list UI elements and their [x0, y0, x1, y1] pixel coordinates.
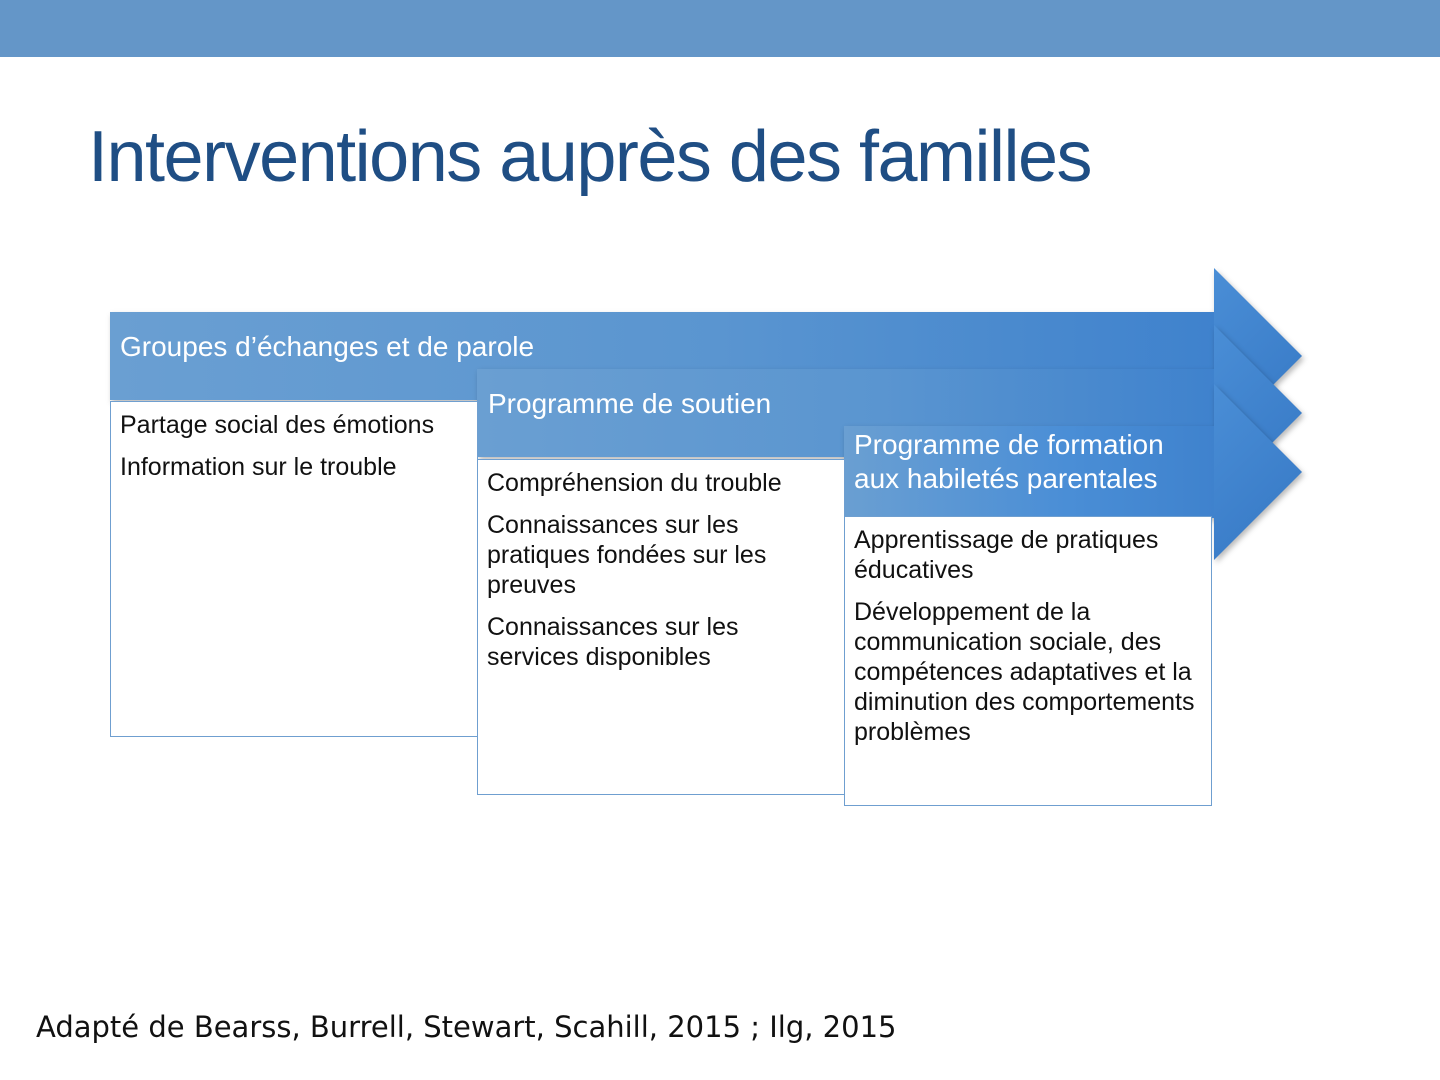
step-2-content-box — [477, 459, 845, 795]
step-1-item-2: Information sur le trouble — [120, 453, 397, 481]
step-3-item-1: Apprentissage de pratiques éducatives — [854, 526, 1159, 584]
step-2-item-2: Connaissances sur les pratiques fondées sur les preuves — [487, 511, 767, 599]
step-2-item-3: Connaissances sur les services disponibles — [487, 613, 739, 671]
step-3-label — [854, 428, 1164, 496]
slide-title: Interventions auprès des familles — [88, 117, 1092, 197]
step-1-content-box — [110, 401, 478, 737]
step-3-item-2: Développement de la communication sociale, des compétences adaptatives et la diminution des comportements problèmes — [854, 598, 1195, 746]
top-accent-bar — [0, 0, 1440, 57]
step-3-label-line-2: aux habiletés parentales — [854, 463, 1158, 494]
step-3-label-line-1: Programme de formation — [854, 429, 1164, 460]
step-3-content-box — [844, 516, 1212, 806]
step-2-label: Programme de soutien — [488, 388, 772, 419]
source-citation: Adapté de Bearss, Burrell, Stewart, Scahill, 2015 ; Ilg, 2015 — [36, 1010, 897, 1044]
step-1-label: Groupes d’échanges et de parole — [120, 331, 535, 362]
step-1-item-1: Partage social des émotions — [120, 411, 435, 439]
step-2-item-1: Compréhension du trouble — [487, 469, 782, 497]
